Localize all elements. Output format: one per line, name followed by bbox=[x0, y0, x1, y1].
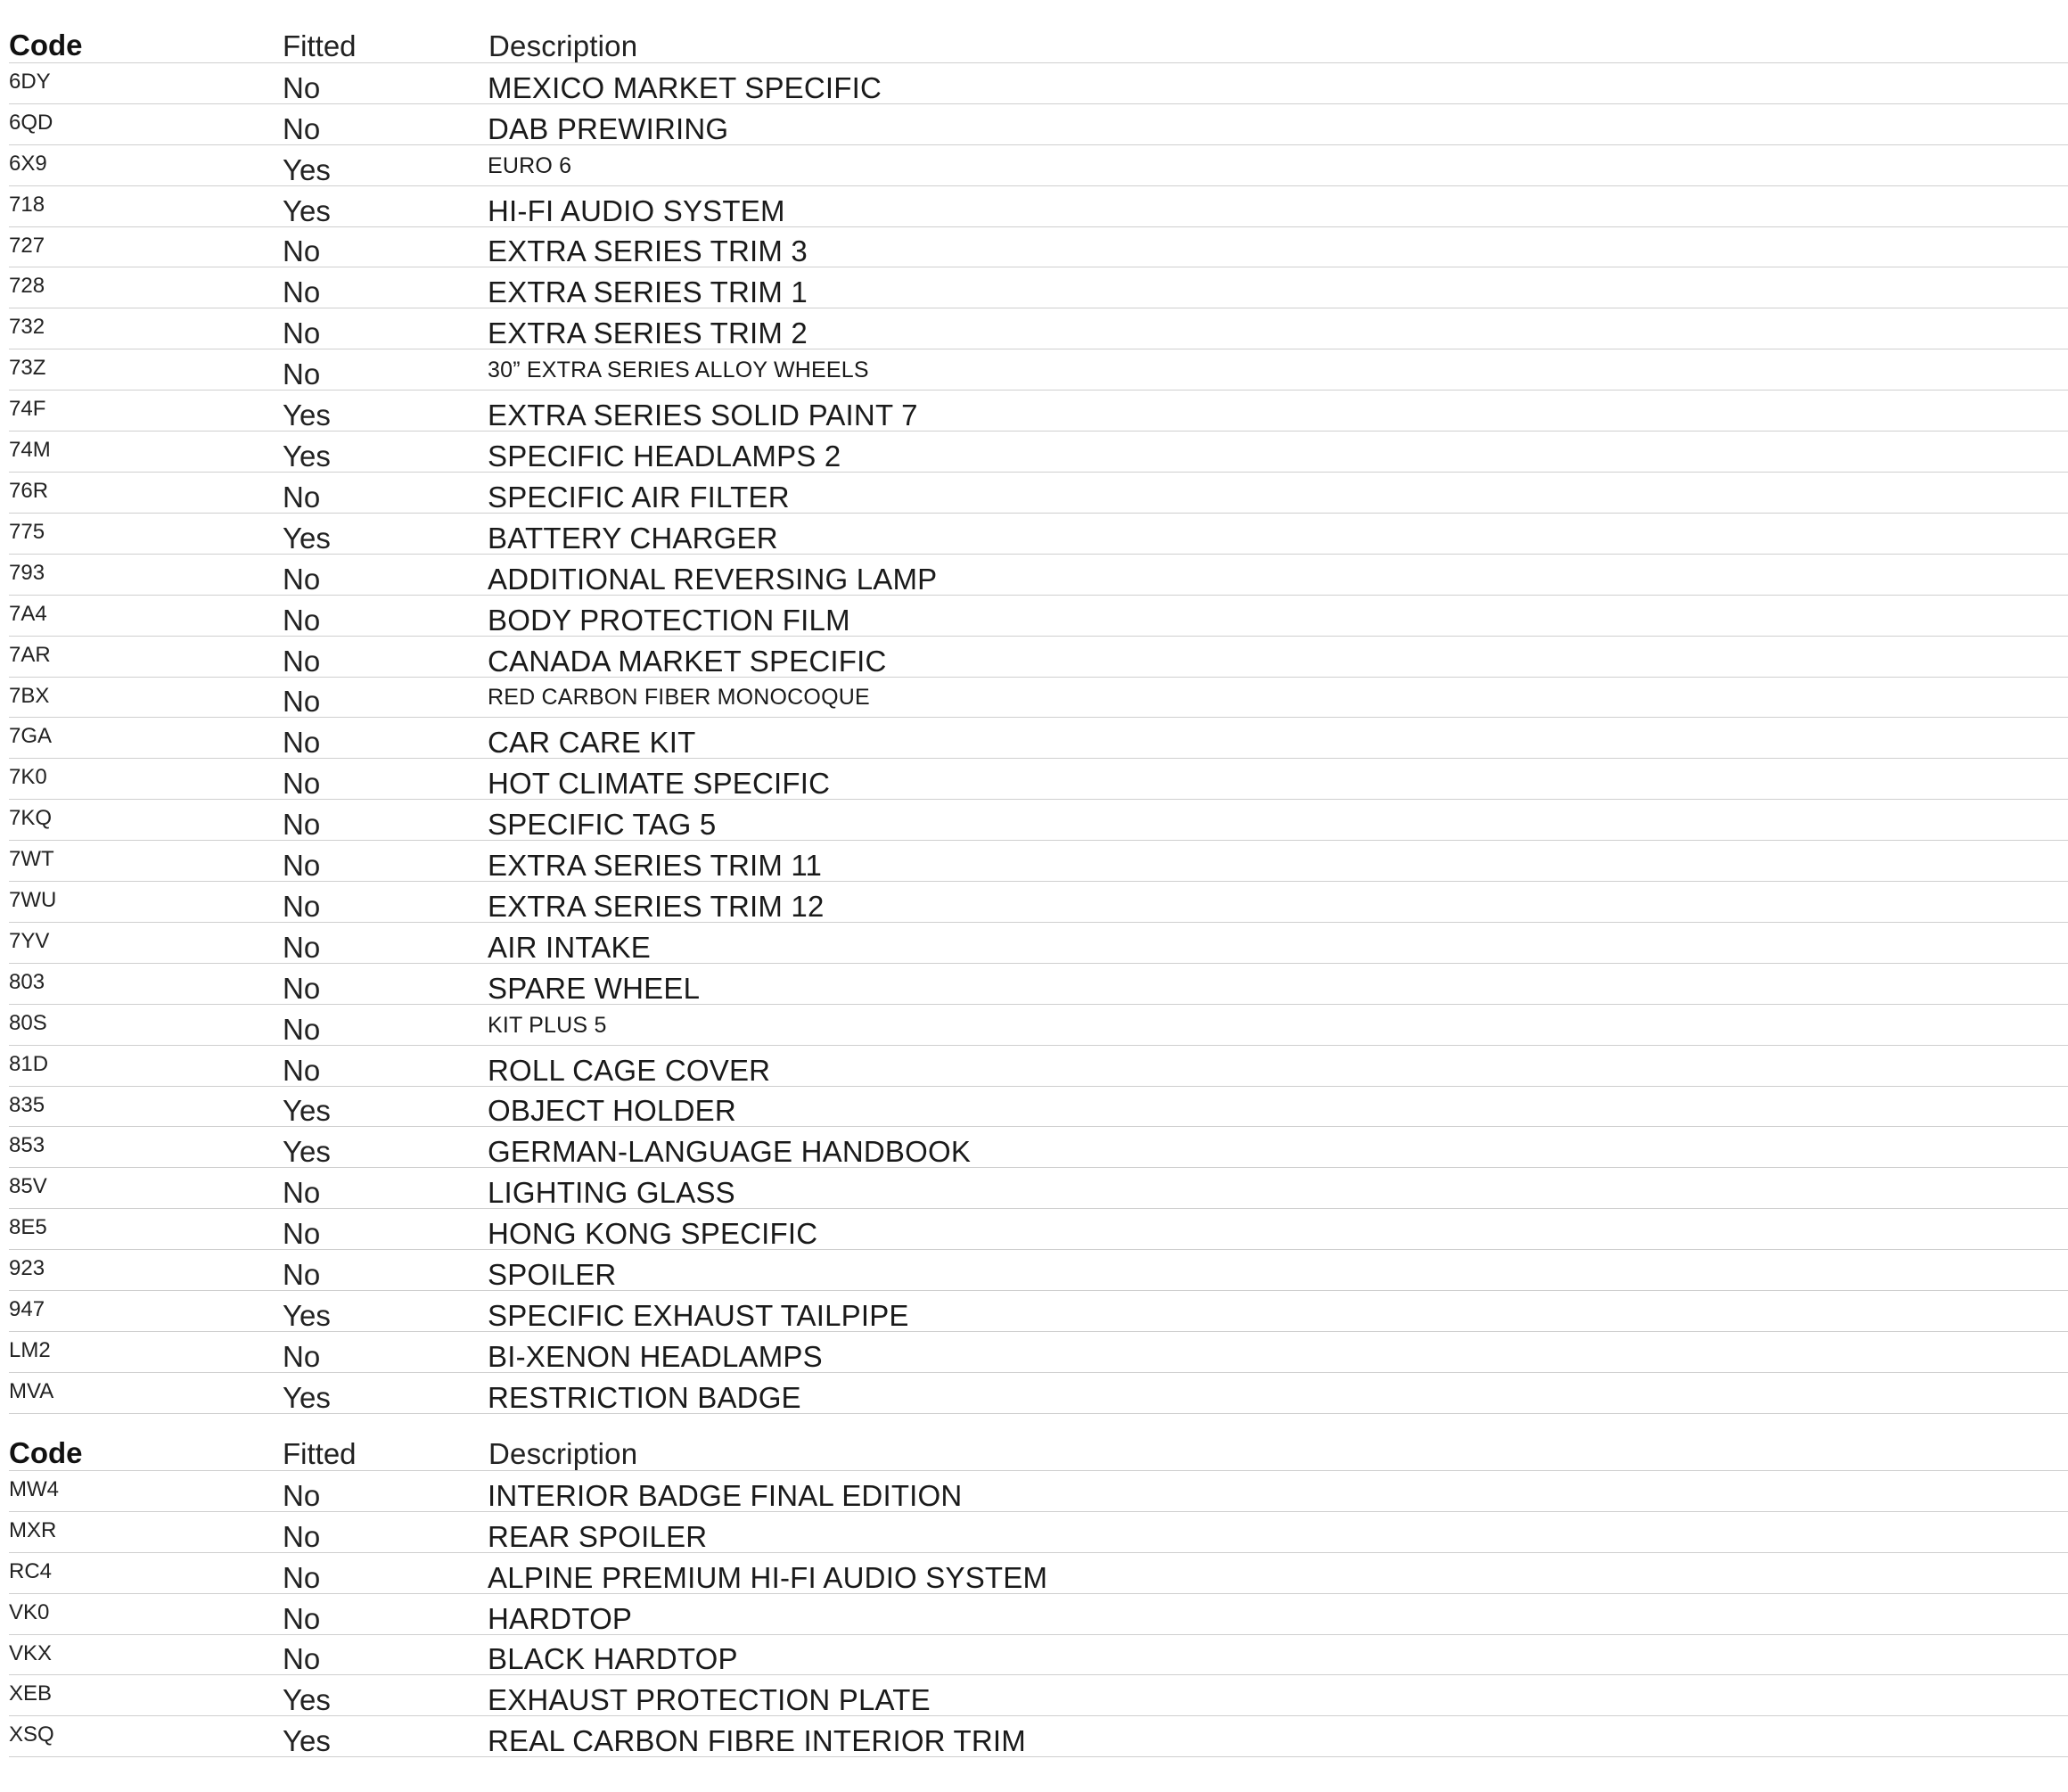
option-fitted: No bbox=[283, 1478, 321, 1512]
option-code: XEB bbox=[9, 1681, 53, 1706]
option-code: LM2 bbox=[9, 1338, 51, 1362]
column-header-fitted: Fitted bbox=[283, 1436, 357, 1470]
table-row bbox=[9, 1373, 2068, 1414]
option-fitted: No bbox=[283, 275, 321, 309]
option-description: EXTRA SERIES TRIM 12 bbox=[488, 889, 825, 923]
table-row bbox=[9, 923, 2068, 964]
option-fitted: No bbox=[283, 358, 321, 391]
table-row bbox=[9, 1250, 2068, 1291]
option-fitted: Yes bbox=[283, 521, 331, 555]
option-fitted: No bbox=[283, 1560, 321, 1594]
option-description: 30” EXTRA SERIES ALLOY WHEELS bbox=[488, 358, 869, 383]
table-row bbox=[9, 964, 2068, 1005]
option-description: INTERIOR BADGE FINAL EDITION bbox=[488, 1478, 963, 1512]
option-description: AIR INTAKE bbox=[488, 930, 651, 964]
option-code: 7K0 bbox=[9, 765, 47, 790]
option-fitted: No bbox=[283, 603, 321, 637]
table-row bbox=[9, 596, 2068, 637]
option-fitted: No bbox=[283, 767, 321, 801]
table-row bbox=[9, 637, 2068, 678]
option-fitted: No bbox=[283, 971, 321, 1005]
option-fitted: No bbox=[283, 1176, 321, 1210]
option-code: 6X9 bbox=[9, 151, 47, 176]
option-description: EXTRA SERIES TRIM 11 bbox=[488, 849, 823, 883]
options-table-2 bbox=[9, 1430, 2068, 1757]
table-row bbox=[9, 63, 2068, 104]
option-description: CAR CARE KIT bbox=[488, 726, 696, 760]
option-description: BATTERY CHARGER bbox=[488, 521, 778, 555]
table-row bbox=[9, 1291, 2068, 1332]
column-header-code: Code bbox=[9, 1436, 83, 1469]
table-row bbox=[9, 145, 2068, 186]
option-code: VK0 bbox=[9, 1599, 50, 1624]
option-code: MXR bbox=[9, 1517, 57, 1542]
table-row bbox=[9, 227, 2068, 268]
option-fitted: No bbox=[283, 1012, 321, 1046]
option-description: ROLL CAGE COVER bbox=[488, 1053, 771, 1087]
option-description: EXTRA SERIES TRIM 1 bbox=[488, 275, 808, 309]
option-code: 76R bbox=[9, 478, 49, 503]
option-description: BI-XENON HEADLAMPS bbox=[488, 1339, 823, 1373]
option-fitted: No bbox=[283, 1053, 321, 1087]
table-row bbox=[9, 882, 2068, 923]
options-table-1 bbox=[9, 22, 2068, 1414]
column-header-description: Description bbox=[488, 29, 638, 62]
option-fitted: Yes bbox=[283, 1299, 331, 1332]
option-fitted: No bbox=[283, 234, 321, 268]
table-row bbox=[9, 308, 2068, 349]
option-description: EURO 6 bbox=[488, 152, 572, 178]
option-description: HI-FI AUDIO SYSTEM bbox=[488, 193, 785, 227]
option-code: 7BX bbox=[9, 683, 50, 708]
table-row bbox=[9, 1512, 2068, 1553]
option-description: RED CARBON FIBER MONOCOQUE bbox=[488, 685, 870, 711]
option-code: 8E5 bbox=[9, 1215, 47, 1240]
option-description: SPECIFIC HEADLAMPS 2 bbox=[488, 439, 841, 473]
option-description: CANADA MARKET SPECIFIC bbox=[488, 644, 887, 678]
option-description: BLACK HARDTOP bbox=[488, 1642, 738, 1676]
option-description: ALPINE PREMIUM HI-FI AUDIO SYSTEM bbox=[488, 1560, 1048, 1594]
table-row bbox=[9, 841, 2068, 882]
option-code: 947 bbox=[9, 1297, 45, 1322]
table-row bbox=[9, 349, 2068, 390]
option-code: MVA bbox=[9, 1378, 54, 1403]
table-row bbox=[9, 1209, 2068, 1250]
option-code: 80S bbox=[9, 1010, 47, 1035]
column-header-description: Description bbox=[488, 1436, 638, 1470]
option-description: REAR SPOILER bbox=[488, 1519, 708, 1553]
option-code: 81D bbox=[9, 1051, 49, 1076]
table-row bbox=[9, 390, 2068, 432]
table-row bbox=[9, 1127, 2068, 1168]
option-code: 7AR bbox=[9, 642, 51, 667]
option-code: 7GA bbox=[9, 724, 53, 749]
option-fitted: No bbox=[283, 562, 321, 596]
table-row bbox=[9, 1005, 2068, 1046]
option-description: SPECIFIC AIR FILTER bbox=[488, 480, 790, 514]
option-code: 74M bbox=[9, 438, 51, 463]
option-fitted: Yes bbox=[283, 152, 331, 186]
table-row bbox=[9, 1332, 2068, 1373]
table-row bbox=[9, 1168, 2068, 1209]
option-code: 85V bbox=[9, 1174, 47, 1199]
option-code: 718 bbox=[9, 192, 45, 217]
option-fitted: No bbox=[283, 849, 321, 883]
option-description: MEXICO MARKET SPECIFIC bbox=[488, 70, 882, 104]
option-fitted: No bbox=[283, 111, 321, 145]
table-row bbox=[9, 473, 2068, 514]
option-fitted: No bbox=[283, 685, 321, 719]
option-code: 923 bbox=[9, 1256, 45, 1281]
table-row bbox=[9, 678, 2068, 719]
option-code: 6QD bbox=[9, 110, 53, 135]
option-code: 793 bbox=[9, 560, 45, 585]
table-row bbox=[9, 718, 2068, 759]
table-row bbox=[9, 1635, 2068, 1676]
option-fitted: Yes bbox=[283, 1094, 331, 1128]
option-code: 775 bbox=[9, 519, 45, 544]
option-code: 727 bbox=[9, 233, 45, 258]
option-fitted: Yes bbox=[283, 1683, 331, 1717]
option-code: MW4 bbox=[9, 1476, 59, 1501]
option-description: SPARE WHEEL bbox=[488, 971, 701, 1005]
option-code: 728 bbox=[9, 274, 45, 299]
option-code: 7A4 bbox=[9, 601, 47, 626]
table-row bbox=[9, 1553, 2068, 1594]
option-description: HOT CLIMATE SPECIFIC bbox=[488, 767, 831, 801]
option-code: XSQ bbox=[9, 1722, 54, 1747]
option-fitted: Yes bbox=[283, 399, 331, 432]
option-description: LIGHTING GLASS bbox=[488, 1176, 735, 1210]
option-description: BODY PROTECTION FILM bbox=[488, 603, 850, 637]
option-code: 853 bbox=[9, 1133, 45, 1158]
column-header-code: Code bbox=[9, 29, 83, 62]
table-row bbox=[9, 1471, 2068, 1512]
option-description: KIT PLUS 5 bbox=[488, 1012, 607, 1038]
table-row bbox=[9, 186, 2068, 227]
table-row bbox=[9, 104, 2068, 145]
option-code: 6DY bbox=[9, 69, 51, 94]
option-fitted: No bbox=[283, 930, 321, 964]
option-code: 732 bbox=[9, 315, 45, 340]
option-fitted: No bbox=[283, 1258, 321, 1292]
option-fitted: No bbox=[283, 70, 321, 104]
option-fitted: No bbox=[283, 1601, 321, 1635]
option-description: SPECIFIC EXHAUST TAILPIPE bbox=[488, 1299, 909, 1332]
option-description: EXHAUST PROTECTION PLATE bbox=[488, 1683, 931, 1717]
table-row bbox=[9, 1087, 2068, 1128]
table-row bbox=[9, 1046, 2068, 1087]
option-fitted: No bbox=[283, 1339, 321, 1373]
table-row bbox=[9, 759, 2068, 800]
option-description: DAB PREWIRING bbox=[488, 111, 729, 145]
option-code: 7WT bbox=[9, 847, 54, 872]
option-description: RESTRICTION BADGE bbox=[488, 1380, 801, 1414]
option-description: HONG KONG SPECIFIC bbox=[488, 1217, 818, 1251]
option-fitted: No bbox=[283, 1217, 321, 1251]
column-header-fitted: Fitted bbox=[283, 29, 357, 62]
table-row bbox=[9, 800, 2068, 841]
option-code: RC4 bbox=[9, 1558, 53, 1583]
table-row bbox=[9, 514, 2068, 555]
option-code: 835 bbox=[9, 1092, 45, 1117]
option-fitted: Yes bbox=[283, 193, 331, 227]
option-description: SPECIFIC TAG 5 bbox=[488, 808, 717, 842]
table-row bbox=[9, 432, 2068, 473]
option-description: EXTRA SERIES SOLID PAINT 7 bbox=[488, 399, 918, 432]
option-code: 74F bbox=[9, 397, 46, 422]
option-description: REAL CARBON FIBRE INTERIOR TRIM bbox=[488, 1724, 1026, 1758]
option-fitted: No bbox=[283, 889, 321, 923]
option-fitted: Yes bbox=[283, 1380, 331, 1414]
option-fitted: No bbox=[283, 1642, 321, 1676]
option-code: VKX bbox=[9, 1640, 53, 1665]
option-fitted: No bbox=[283, 480, 321, 514]
option-fitted: No bbox=[283, 316, 321, 350]
option-fitted: Yes bbox=[283, 1724, 331, 1758]
table-row bbox=[9, 1594, 2068, 1635]
table-row bbox=[9, 267, 2068, 308]
table-row bbox=[9, 1675, 2068, 1716]
option-description: EXTRA SERIES TRIM 3 bbox=[488, 234, 808, 268]
option-fitted: Yes bbox=[283, 439, 331, 473]
option-code: 73Z bbox=[9, 356, 46, 381]
table-header-row bbox=[9, 22, 2068, 63]
option-description: GERMAN-LANGUAGE HANDBOOK bbox=[488, 1135, 972, 1169]
option-fitted: No bbox=[283, 1519, 321, 1553]
option-fitted: No bbox=[283, 808, 321, 842]
option-fitted: No bbox=[283, 644, 321, 678]
option-code: 7WU bbox=[9, 888, 57, 913]
option-description: ADDITIONAL REVERSING LAMP bbox=[488, 562, 938, 596]
option-fitted: Yes bbox=[283, 1135, 331, 1169]
table-row bbox=[9, 1716, 2068, 1757]
option-description: HARDTOP bbox=[488, 1601, 633, 1635]
option-fitted: No bbox=[283, 726, 321, 760]
option-description: SPOILER bbox=[488, 1258, 617, 1292]
table-row bbox=[9, 555, 2068, 596]
option-code: 803 bbox=[9, 969, 45, 994]
option-description: OBJECT HOLDER bbox=[488, 1094, 736, 1128]
option-description: EXTRA SERIES TRIM 2 bbox=[488, 316, 808, 350]
option-code: 7KQ bbox=[9, 806, 53, 831]
table-header-row bbox=[9, 1430, 2068, 1471]
option-code: 7YV bbox=[9, 928, 50, 953]
